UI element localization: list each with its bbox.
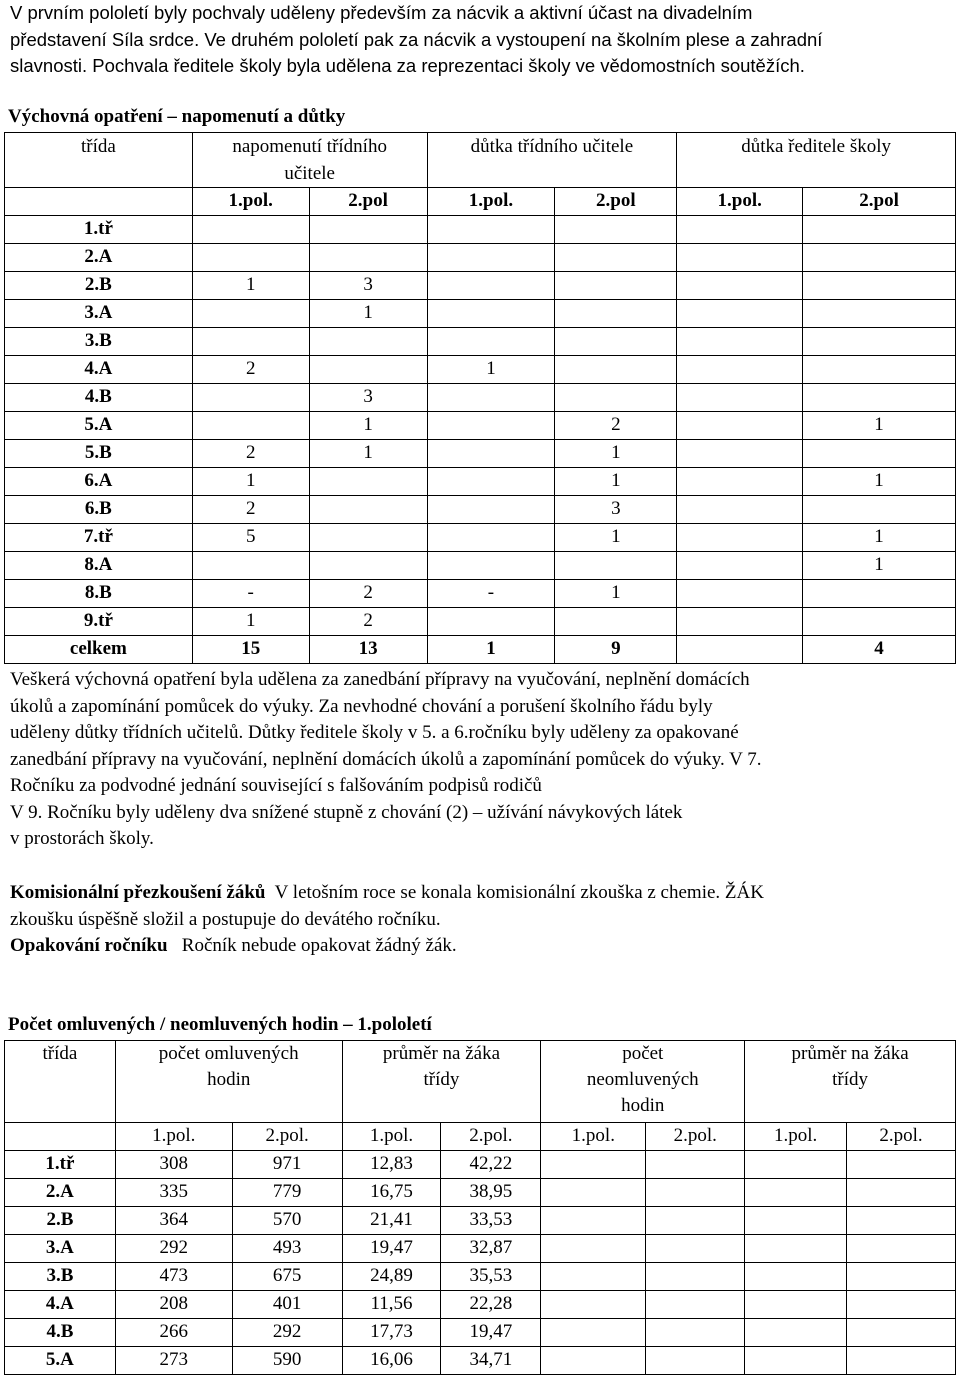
table-cell bbox=[677, 552, 803, 580]
table-cell: 16,06 bbox=[342, 1347, 441, 1375]
table-cell bbox=[847, 1179, 956, 1207]
table-cell: 42,22 bbox=[441, 1151, 541, 1179]
table-cell bbox=[677, 496, 803, 524]
commission-label: Komisionální přezkoušení žáků bbox=[10, 882, 266, 903]
repeat-text: Ročník nebude opakovat žádný žák. bbox=[167, 935, 457, 956]
table-cell: 16,75 bbox=[342, 1179, 441, 1207]
table-cell: 2 bbox=[192, 356, 309, 384]
total-cell: 9 bbox=[555, 636, 677, 664]
table-cell: 1 bbox=[555, 580, 677, 608]
table-cell bbox=[803, 328, 956, 356]
table-cell bbox=[541, 1347, 646, 1375]
measures-row bbox=[5, 272, 956, 300]
class-label: 3.B bbox=[5, 1263, 116, 1291]
class-label: 2.B bbox=[5, 272, 193, 300]
total-cell: 13 bbox=[309, 636, 427, 664]
class-label: 5.B bbox=[5, 440, 193, 468]
class-label: 4.B bbox=[5, 384, 193, 412]
table-cell: 5 bbox=[192, 524, 309, 552]
table-cell bbox=[427, 468, 555, 496]
hours-row bbox=[5, 1151, 956, 1179]
table-cell bbox=[541, 1263, 646, 1291]
table-cell: 273 bbox=[115, 1347, 232, 1375]
total-cell: 4 bbox=[803, 636, 956, 664]
measures-row bbox=[5, 328, 956, 356]
hours-subheader-cell: 2.pol. bbox=[232, 1123, 342, 1151]
measures-row bbox=[5, 440, 956, 468]
table-cell: 401 bbox=[232, 1291, 342, 1319]
hours-subheader-empty bbox=[5, 1123, 116, 1151]
intro-paragraph bbox=[10, 0, 955, 80]
table-cell bbox=[677, 384, 803, 412]
measures-row bbox=[5, 552, 956, 580]
class-label: 6.A bbox=[5, 468, 193, 496]
table-cell bbox=[555, 300, 677, 328]
table-cell bbox=[555, 272, 677, 300]
table-cell bbox=[309, 244, 427, 272]
table-cell: 1 bbox=[555, 524, 677, 552]
table-cell bbox=[646, 1179, 745, 1207]
table-cell: - bbox=[427, 580, 555, 608]
total-cell: 1 bbox=[427, 636, 555, 664]
hours-header-excused-line2: hodin bbox=[207, 1069, 251, 1090]
table-cell bbox=[847, 1235, 956, 1263]
header-director-reprimand: důtka ředitele školy bbox=[677, 133, 956, 188]
table-cell bbox=[427, 272, 555, 300]
table-cell: 33,53 bbox=[441, 1207, 541, 1235]
table-cell bbox=[427, 216, 555, 244]
table-cell bbox=[745, 1291, 847, 1319]
hours-header-class: třída bbox=[5, 1041, 116, 1123]
table-cell bbox=[192, 384, 309, 412]
hours-subheader-cell: 1.pol. bbox=[115, 1123, 232, 1151]
commission-text: V letošním roce se konala komisionální zkouška z chemie. ŽÁK bbox=[265, 882, 764, 903]
class-label: 2.A bbox=[5, 244, 193, 272]
table-cell bbox=[309, 552, 427, 580]
table-cell bbox=[677, 440, 803, 468]
hours-subheader-cell: 2.pol. bbox=[646, 1123, 745, 1151]
table-cell bbox=[541, 1291, 646, 1319]
measures-subheader-row bbox=[5, 188, 956, 216]
table-cell bbox=[677, 328, 803, 356]
table-cell bbox=[847, 1207, 956, 1235]
hours-header-avg1-line1: průměr na žáka bbox=[382, 1043, 501, 1064]
subheader-cell: 2.pol bbox=[555, 188, 677, 216]
subheader-cell: 1.pol. bbox=[192, 188, 309, 216]
measures-row bbox=[5, 524, 956, 552]
class-label: 3.A bbox=[5, 300, 193, 328]
class-label: 9.tř bbox=[5, 608, 193, 636]
table-cell bbox=[555, 608, 677, 636]
table-cell bbox=[677, 580, 803, 608]
table-cell bbox=[646, 1263, 745, 1291]
table-cell bbox=[427, 440, 555, 468]
commission-line-2: zkoušku úspěšně složil a postupuje do devátého ročníku. bbox=[10, 908, 441, 930]
hours-row bbox=[5, 1179, 956, 1207]
table-cell: 32,87 bbox=[441, 1235, 541, 1263]
commission-paragraph bbox=[10, 880, 955, 960]
class-label: 1.tř bbox=[5, 216, 193, 244]
class-label: 8.A bbox=[5, 552, 193, 580]
table-cell: 1 bbox=[192, 608, 309, 636]
hours-header-excused bbox=[115, 1041, 342, 1123]
measures-table bbox=[4, 132, 956, 664]
table-cell: 292 bbox=[115, 1235, 232, 1263]
class-label: 2.B bbox=[5, 1207, 116, 1235]
table-cell bbox=[427, 412, 555, 440]
table-cell: 19,47 bbox=[342, 1235, 441, 1263]
table-cell bbox=[192, 244, 309, 272]
subheader-cell: 1.pol. bbox=[677, 188, 803, 216]
measures-row bbox=[5, 468, 956, 496]
table-cell bbox=[309, 356, 427, 384]
table-cell bbox=[555, 356, 677, 384]
table-cell: 2 bbox=[309, 580, 427, 608]
table-cell bbox=[541, 1207, 646, 1235]
table-cell bbox=[677, 412, 803, 440]
table-cell bbox=[677, 216, 803, 244]
table-cell bbox=[803, 244, 956, 272]
measures-row bbox=[5, 496, 956, 524]
table-cell: 1 bbox=[803, 552, 956, 580]
table-cell: 1 bbox=[803, 468, 956, 496]
table-cell bbox=[309, 468, 427, 496]
hours-header-avg2-line1: průměr na žáka bbox=[791, 1043, 909, 1064]
commission-line bbox=[10, 880, 955, 907]
table-cell: 570 bbox=[232, 1207, 342, 1235]
notes-line: uděleny důtky třídních učitelů. Důtky ředitele školy v 5. a 6.ročníku byly uděleny za opakované bbox=[10, 722, 739, 743]
hours-row bbox=[5, 1319, 956, 1347]
table-cell: 1 bbox=[555, 468, 677, 496]
table-cell: 17,73 bbox=[342, 1319, 441, 1347]
class-label: 4.A bbox=[5, 356, 193, 384]
table-cell bbox=[555, 384, 677, 412]
class-label: 3.B bbox=[5, 328, 193, 356]
class-label: 2.A bbox=[5, 1179, 116, 1207]
class-label: 4.A bbox=[5, 1291, 116, 1319]
table-cell bbox=[745, 1235, 847, 1263]
notes-line: Ročníku za podvodné jednání související s falšováním podpisů rodičů bbox=[10, 775, 542, 796]
hours-subheader-cell: 1.pol. bbox=[745, 1123, 847, 1151]
table-cell bbox=[745, 1151, 847, 1179]
repeat-line bbox=[10, 933, 955, 960]
hours-subheader-cell: 2.pol. bbox=[847, 1123, 956, 1151]
table-cell: 364 bbox=[115, 1207, 232, 1235]
hours-row bbox=[5, 1347, 956, 1375]
table-cell: 308 bbox=[115, 1151, 232, 1179]
table-cell bbox=[309, 524, 427, 552]
table-cell bbox=[541, 1319, 646, 1347]
notes-line: V 9. Ročníku byly uděleny dva snížené stupně z chování (2) – užívání návykových látek bbox=[10, 801, 683, 823]
measures-row bbox=[5, 384, 956, 412]
table-cell bbox=[803, 496, 956, 524]
table-cell bbox=[677, 356, 803, 384]
header-warning bbox=[192, 133, 427, 188]
table-cell: 1 bbox=[309, 440, 427, 468]
measures-header-row bbox=[5, 133, 956, 188]
hours-header-excused-line1: počet omluvených bbox=[158, 1043, 299, 1064]
table-cell bbox=[677, 468, 803, 496]
table-cell: 2 bbox=[192, 440, 309, 468]
table-cell bbox=[541, 1151, 646, 1179]
table-cell bbox=[847, 1263, 956, 1291]
hours-table bbox=[4, 1040, 956, 1375]
table-cell bbox=[803, 356, 956, 384]
table-cell: 22,28 bbox=[441, 1291, 541, 1319]
table-cell bbox=[745, 1179, 847, 1207]
table-cell bbox=[427, 244, 555, 272]
class-label: 5.A bbox=[5, 1347, 116, 1375]
measures-row bbox=[5, 580, 956, 608]
notes-paragraph bbox=[10, 667, 955, 853]
table-cell bbox=[646, 1319, 745, 1347]
table-cell: 590 bbox=[232, 1347, 342, 1375]
hours-title: Počet omluvených / neomluvených hodin – 1.pololetí bbox=[8, 1014, 432, 1035]
table-cell bbox=[192, 300, 309, 328]
subheader-cell: 1.pol. bbox=[427, 188, 555, 216]
table-cell bbox=[427, 300, 555, 328]
total-cell bbox=[677, 636, 803, 664]
table-cell: 971 bbox=[232, 1151, 342, 1179]
table-cell bbox=[803, 440, 956, 468]
class-label: 5.A bbox=[5, 412, 193, 440]
total-label: celkem bbox=[5, 636, 193, 664]
table-cell bbox=[803, 384, 956, 412]
hours-table-body bbox=[5, 1151, 956, 1375]
table-cell bbox=[646, 1235, 745, 1263]
table-cell bbox=[555, 328, 677, 356]
table-cell bbox=[803, 216, 956, 244]
header-teacher-reprimand: důtka třídního učitele bbox=[427, 133, 677, 188]
table-cell: 19,47 bbox=[441, 1319, 541, 1347]
measures-row bbox=[5, 216, 956, 244]
table-cell: 1 bbox=[309, 300, 427, 328]
table-cell bbox=[555, 244, 677, 272]
total-cell: 15 bbox=[192, 636, 309, 664]
table-cell bbox=[745, 1347, 847, 1375]
table-cell bbox=[847, 1319, 956, 1347]
class-label: 1.tř bbox=[5, 1151, 116, 1179]
table-cell bbox=[192, 552, 309, 580]
table-cell: 2 bbox=[555, 412, 677, 440]
hours-row bbox=[5, 1291, 956, 1319]
table-cell bbox=[555, 216, 677, 244]
table-cell bbox=[646, 1207, 745, 1235]
table-cell: - bbox=[192, 580, 309, 608]
notes-line: Veškerá výchovná opatření byla udělena za zanedbání přípravy na vyučování, neplnění domácích bbox=[10, 669, 750, 690]
hours-row bbox=[5, 1263, 956, 1291]
intro-line: představení Síla srdce. Ve druhém pololetí pak za nácvik a vystoupení na školním plese a zahradní bbox=[10, 28, 823, 50]
hours-header-avg1 bbox=[342, 1041, 541, 1123]
hours-subheader-cell: 1.pol. bbox=[342, 1123, 441, 1151]
class-label: 6.B bbox=[5, 496, 193, 524]
table-cell: 24,89 bbox=[342, 1263, 441, 1291]
hours-header-unexcused bbox=[541, 1041, 745, 1123]
header-class: třída bbox=[5, 133, 193, 188]
table-cell bbox=[745, 1263, 847, 1291]
table-cell: 21,41 bbox=[342, 1207, 441, 1235]
table-cell bbox=[192, 412, 309, 440]
table-cell bbox=[677, 524, 803, 552]
table-cell bbox=[677, 608, 803, 636]
table-cell bbox=[192, 216, 309, 244]
table-cell bbox=[192, 328, 309, 356]
table-cell: 779 bbox=[232, 1179, 342, 1207]
table-cell bbox=[427, 384, 555, 412]
table-cell bbox=[803, 272, 956, 300]
table-cell bbox=[309, 328, 427, 356]
header-warning-line2: učitele bbox=[284, 163, 335, 184]
table-cell bbox=[541, 1235, 646, 1263]
hours-subheader-cell: 2.pol. bbox=[441, 1123, 541, 1151]
notes-line: zanedbání přípravy na vyučování, neplnění domácích úkolů a zapomínání pomůcek do výuky. V 7. bbox=[10, 748, 762, 770]
measures-row bbox=[5, 412, 956, 440]
measures-row bbox=[5, 300, 956, 328]
table-cell bbox=[427, 496, 555, 524]
measures-row bbox=[5, 356, 956, 384]
table-cell bbox=[847, 1347, 956, 1375]
table-cell bbox=[555, 552, 677, 580]
table-cell: 335 bbox=[115, 1179, 232, 1207]
measures-title: Výchovná opatření – napomenutí a důtky bbox=[8, 106, 346, 127]
table-cell bbox=[847, 1151, 956, 1179]
table-cell bbox=[427, 552, 555, 580]
class-label: 4.B bbox=[5, 1319, 116, 1347]
header-warning-line1: napomenutí třídního bbox=[232, 136, 387, 157]
table-cell: 292 bbox=[232, 1319, 342, 1347]
measures-row bbox=[5, 608, 956, 636]
hours-header-avg2-line2: třídy bbox=[832, 1069, 869, 1090]
class-label: 8.B bbox=[5, 580, 193, 608]
hours-subheader-cell: 1.pol. bbox=[541, 1123, 646, 1151]
notes-line: úkolů a zapomínání pomůcek do výuky. Za nevhodné chování a porušení školního řádu byly bbox=[10, 695, 713, 717]
table-cell bbox=[847, 1291, 956, 1319]
table-cell: 1 bbox=[192, 272, 309, 300]
table-cell: 2 bbox=[192, 496, 309, 524]
notes-line: v prostorách školy. bbox=[10, 828, 154, 849]
table-cell: 208 bbox=[115, 1291, 232, 1319]
hours-header-row bbox=[5, 1041, 956, 1123]
table-cell: 2 bbox=[309, 608, 427, 636]
table-cell bbox=[803, 300, 956, 328]
measures-row bbox=[5, 244, 956, 272]
table-cell bbox=[677, 244, 803, 272]
table-cell bbox=[427, 608, 555, 636]
measures-table-body bbox=[5, 216, 956, 636]
intro-line: V prvním pololetí byly pochvaly uděleny především za nácvik a aktivní účast na divadelním bbox=[10, 2, 753, 23]
table-cell bbox=[803, 580, 956, 608]
table-cell bbox=[745, 1207, 847, 1235]
hours-header-unexcused-line1: počet bbox=[622, 1043, 664, 1064]
subheader-empty bbox=[5, 188, 193, 216]
table-cell: 675 bbox=[232, 1263, 342, 1291]
intro-line: slavnosti. Pochvala ředitele školy byla udělena za reprezentaci školy ve vědomostních soutěžích. bbox=[10, 55, 805, 76]
hours-header-avg1-line2: třídy bbox=[423, 1069, 460, 1090]
table-cell bbox=[309, 216, 427, 244]
hours-row bbox=[5, 1235, 956, 1263]
table-cell: 3 bbox=[309, 272, 427, 300]
table-cell: 35,53 bbox=[441, 1263, 541, 1291]
table-cell: 1 bbox=[192, 468, 309, 496]
table-cell: 1 bbox=[427, 356, 555, 384]
hours-header-unexcused-line2: neomluvených bbox=[586, 1069, 699, 1090]
subheader-cell: 2.pol bbox=[803, 188, 956, 216]
table-cell: 3 bbox=[555, 496, 677, 524]
hours-header-avg2 bbox=[745, 1041, 956, 1123]
repeat-label: Opakování ročníku bbox=[10, 935, 168, 956]
table-cell: 1 bbox=[803, 412, 956, 440]
table-cell: 1 bbox=[309, 412, 427, 440]
table-cell bbox=[677, 300, 803, 328]
table-cell bbox=[427, 328, 555, 356]
table-cell bbox=[803, 608, 956, 636]
class-label: 3.A bbox=[5, 1235, 116, 1263]
table-cell: 1 bbox=[803, 524, 956, 552]
table-cell: 34,71 bbox=[441, 1347, 541, 1375]
table-cell: 1 bbox=[555, 440, 677, 468]
table-cell: 473 bbox=[115, 1263, 232, 1291]
table-cell bbox=[646, 1151, 745, 1179]
table-cell bbox=[677, 272, 803, 300]
class-label: 7.tř bbox=[5, 524, 193, 552]
subheader-cell: 2.pol bbox=[309, 188, 427, 216]
table-cell: 12,83 bbox=[342, 1151, 441, 1179]
hours-header-unexcused-line3: hodin bbox=[621, 1095, 665, 1116]
table-cell: 266 bbox=[115, 1319, 232, 1347]
table-cell: 38,95 bbox=[441, 1179, 541, 1207]
table-cell bbox=[309, 496, 427, 524]
table-cell bbox=[745, 1319, 847, 1347]
measures-total-row bbox=[5, 636, 956, 664]
table-cell bbox=[646, 1347, 745, 1375]
table-cell bbox=[427, 524, 555, 552]
table-cell: 493 bbox=[232, 1235, 342, 1263]
table-cell bbox=[646, 1291, 745, 1319]
table-cell: 11,56 bbox=[342, 1291, 441, 1319]
hours-subheader-row bbox=[5, 1123, 956, 1151]
hours-row bbox=[5, 1207, 956, 1235]
table-cell bbox=[541, 1179, 646, 1207]
table-cell: 3 bbox=[309, 384, 427, 412]
